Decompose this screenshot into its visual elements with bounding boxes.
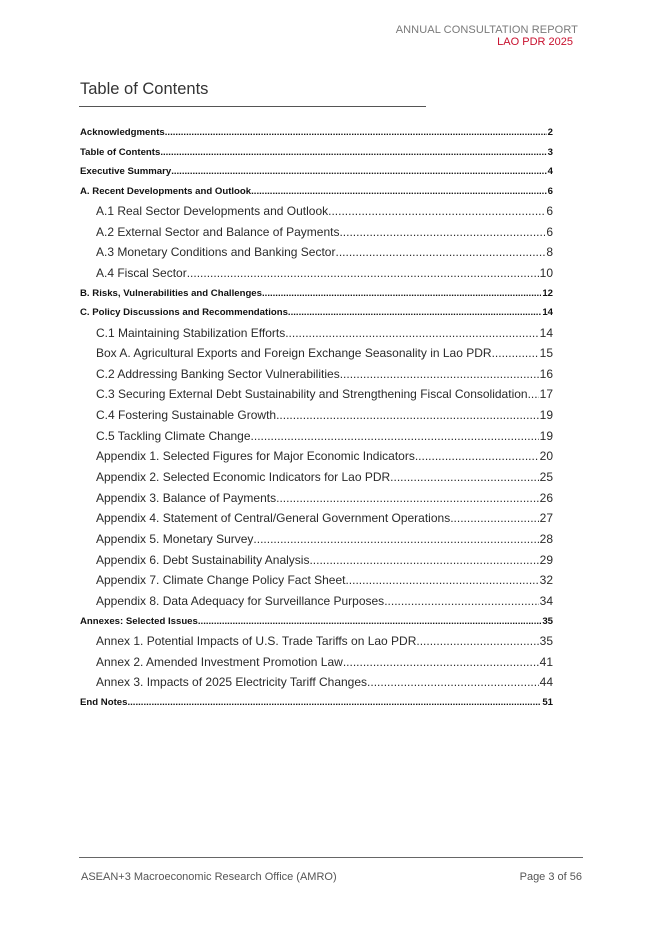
toc-dot-leader (390, 467, 538, 488)
footer-divider (79, 857, 583, 858)
toc-entry-label: Appendix 3. Balance of Payments (96, 490, 277, 505)
toc-entry-label: Annex 3. Impacts of 2025 Electricity Tariff Changes (96, 675, 368, 690)
toc-entry[interactable] (80, 143, 553, 163)
toc-entry-label: End Notes (80, 696, 128, 708)
toc-entry-label: Appendix 6. Debt Sustainability Analysis (96, 552, 310, 567)
toc-entry[interactable] (80, 123, 553, 143)
toc-entry-page: 19 (539, 428, 553, 443)
toc-dot-leader (288, 303, 541, 323)
toc-entry-page: 19 (539, 408, 553, 423)
toc-entry-page: 34 (539, 593, 553, 608)
toc-entry-page: 12 (542, 287, 553, 299)
toc-entry[interactable] (80, 570, 553, 591)
toc-entry-page: 16 (539, 366, 553, 381)
toc-entry-page: 15 (539, 346, 553, 361)
toc-entry-label: C.5 Tackling Climate Change (96, 428, 251, 443)
toc-entry-label: Appendix 4. Statement of Central/General Government Operations (96, 511, 451, 526)
toc-entry-page: 14 (542, 307, 553, 319)
toc-entry-page: 17 (539, 387, 553, 402)
toc-entry[interactable] (80, 162, 553, 182)
toc-entry[interactable] (80, 242, 553, 263)
toc-entry[interactable] (80, 303, 553, 323)
toc-entry[interactable] (80, 364, 553, 385)
toc-entry[interactable] (80, 529, 553, 550)
toc-entry-label: Box A. Agricultural Exports and Foreign Exchange Seasonality in Lao PDR (96, 346, 492, 361)
toc-entry-label: C. Policy Discussions and Recommendations (80, 307, 288, 319)
toc-dot-leader (345, 570, 538, 591)
toc-entry[interactable] (80, 693, 553, 713)
toc-dot-leader (340, 364, 539, 385)
toc-dot-leader (416, 631, 538, 652)
toc-entry[interactable] (80, 631, 553, 652)
footer-organization: ASEAN+3 Macroeconomic Research Office (AMRO) (81, 871, 337, 883)
toc-entry-label: C.2 Addressing Banking Sector Vulnerabilities (96, 366, 340, 381)
toc-dot-leader (165, 123, 547, 143)
toc-entry-label: Executive Summary (80, 166, 172, 177)
toc-dot-leader (276, 405, 539, 426)
toc-entry-label: A.4 Fiscal Sector (96, 265, 187, 280)
toc-entry[interactable] (80, 467, 553, 488)
toc-dot-leader (343, 652, 539, 673)
toc-entry[interactable] (80, 222, 553, 243)
title-divider (79, 106, 426, 107)
toc-entry[interactable] (80, 591, 553, 612)
toc-entry[interactable] (80, 508, 553, 529)
toc-entry[interactable] (80, 323, 553, 344)
toc-entry-label: A.1 Real Sector Developments and Outlook (96, 204, 329, 218)
toc-entry-page: 26 (539, 490, 553, 505)
toc-entry-page: 10 (539, 265, 553, 280)
toc-dot-leader (262, 284, 541, 304)
toc-entry-label: Appendix 7. Climate Change Policy Fact Sheet (96, 573, 346, 588)
toc-dot-leader (492, 343, 539, 364)
toc-entry[interactable] (80, 550, 553, 571)
toc-entry-page: 41 (539, 654, 553, 669)
running-header (396, 24, 578, 48)
toc-entry-page: 8 (546, 245, 553, 260)
toc-entry[interactable] (80, 446, 553, 467)
toc-entry-label: Appendix 8. Data Adequacy for Surveillance Purposes (96, 593, 385, 608)
toc-dot-leader (339, 222, 545, 243)
toc-entry-page: 6 (547, 185, 553, 197)
toc-dot-leader (198, 612, 541, 632)
report-title: ANNUAL CONSULTATION REPORT (395, 24, 578, 36)
toc-entry[interactable] (80, 343, 553, 364)
toc-entry-page: 35 (542, 615, 553, 627)
toc-entry-page: 32 (539, 573, 553, 588)
toc-entry-page: 29 (539, 552, 553, 567)
toc-entry-label: A. Recent Developments and Outlook (80, 185, 252, 197)
toc-dot-leader (528, 384, 539, 405)
toc-entry[interactable] (80, 488, 553, 509)
toc-entry-label: Annex 2. Amended Investment Promotion Law (96, 654, 343, 669)
toc-entry-page: 27 (539, 511, 553, 526)
toc-dot-leader (450, 508, 538, 529)
toc-entry-label: C.4 Fostering Sustainable Growth (96, 408, 277, 423)
toc-entry-page: 51 (542, 696, 553, 708)
toc-entry-label: Annex 1. Potential Impacts of U.S. Trade Tariffs on Lao PDR (96, 634, 417, 649)
toc-entry[interactable] (80, 182, 553, 202)
toc-entry[interactable] (80, 405, 553, 426)
toc-dot-leader (251, 426, 539, 447)
toc-dot-leader (276, 488, 539, 509)
toc-entry-page: 6 (546, 204, 553, 218)
toc-entry-page: 14 (539, 325, 553, 340)
page-indicator: Page 3 of 56 (519, 871, 582, 883)
toc-dot-leader (127, 693, 541, 713)
toc-dot-leader (251, 182, 547, 202)
toc-entry-label: B. Risks, Vulnerabilities and Challenges (80, 287, 262, 299)
toc-entry[interactable] (80, 384, 553, 405)
toc-entry-page: 2 (547, 127, 553, 138)
toc-entry[interactable] (80, 652, 553, 673)
toc-entry-label: Table of Contents (80, 146, 161, 158)
toc-entry-label: C.1 Maintaining Stabilization Efforts (96, 325, 286, 340)
toc-entry-page: 3 (547, 146, 553, 158)
toc-entry-page: 28 (539, 531, 553, 546)
toc-dot-leader (328, 201, 545, 222)
toc-dot-leader (285, 323, 538, 344)
toc-dot-leader (415, 446, 539, 467)
toc-entry-page: 35 (539, 634, 553, 649)
toc-dot-leader (160, 143, 546, 163)
toc-entry-label: Appendix 1. Selected Figures for Major Economic Indicators (96, 449, 415, 464)
toc-entry-label: Acknowledgments (80, 127, 165, 138)
toc-dot-leader (367, 672, 539, 693)
toc-entry-label: Appendix 5. Monetary Survey (96, 531, 254, 546)
toc-dot-leader (253, 529, 538, 550)
toc-entry[interactable] (80, 263, 553, 284)
toc-dot-leader (309, 550, 538, 571)
toc-entry-label: Annexes: Selected Issues (80, 615, 198, 627)
toc-entry[interactable] (80, 612, 553, 632)
toc-entry-page: 6 (546, 224, 553, 239)
toc-dot-leader (171, 162, 546, 182)
toc-dot-leader (187, 263, 539, 284)
table-of-contents (80, 123, 553, 712)
toc-entry[interactable] (80, 284, 553, 304)
toc-entry[interactable] (80, 426, 553, 447)
toc-entry-page: 44 (539, 675, 553, 690)
country-year: LAO PDR 2025 (497, 36, 573, 48)
toc-dot-leader (335, 242, 545, 263)
toc-entry-page: 20 (539, 449, 553, 464)
toc-entry-page: 4 (547, 166, 553, 177)
toc-dot-leader (384, 591, 538, 612)
page-title: Table of Contents (80, 80, 209, 98)
toc-entry-label: A.3 Monetary Conditions and Banking Sector (96, 245, 336, 260)
toc-entry-page: 25 (539, 470, 553, 485)
toc-entry-label: Appendix 2. Selected Economic Indicators for Lao PDR (96, 470, 391, 485)
toc-entry-label: A.2 External Sector and Balance of Payments (96, 224, 340, 239)
toc-entry[interactable] (80, 201, 553, 222)
toc-entry-label: C.3 Securing External Debt Sustainability and Strengthening Fiscal Consolidation (96, 387, 528, 402)
toc-entry[interactable] (80, 672, 553, 693)
